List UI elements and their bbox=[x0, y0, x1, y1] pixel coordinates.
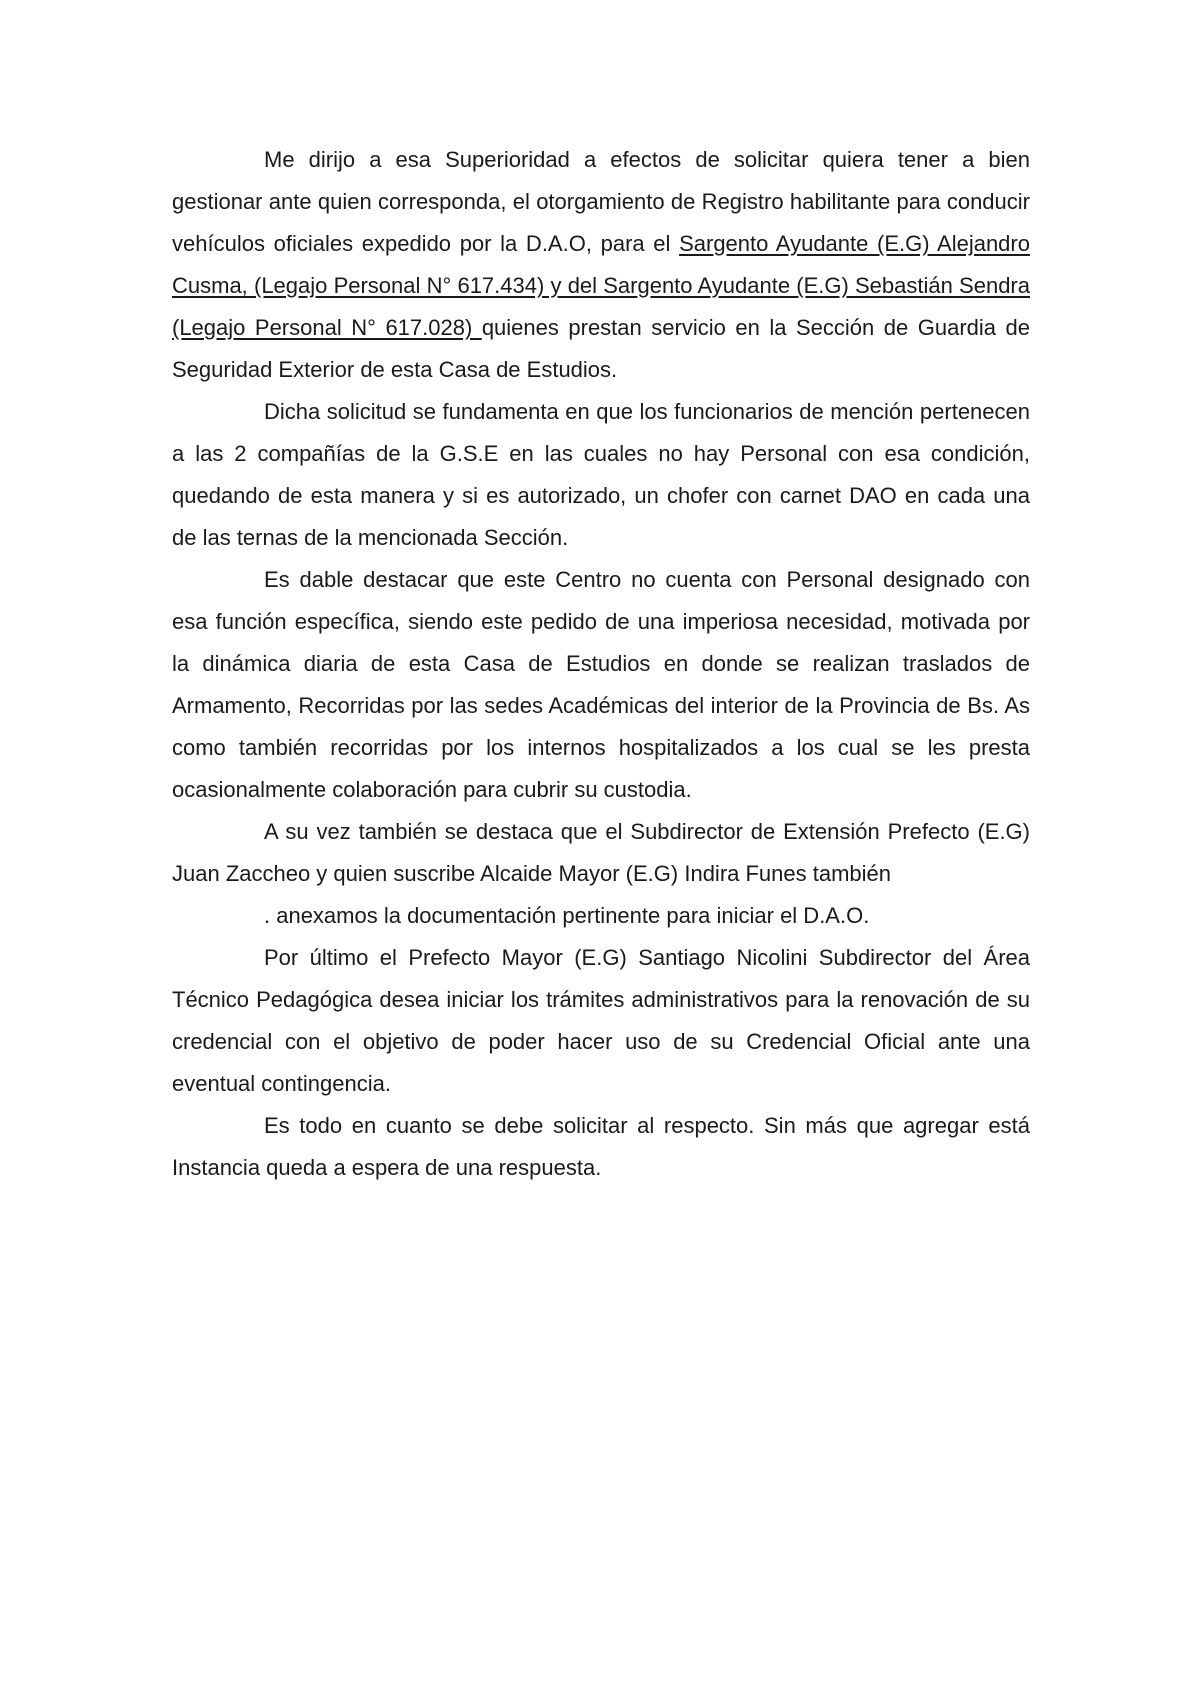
paragraph-justification: Dicha solicitud se fundamenta en que los funcionarios de mención pertenecen a las 2 compañías de la G.S.E en las cuales no hay Personal con esa condición, quedando de esta manera y si es autorizado, un chofer con carnet DAO en cada una de las ternas de la mencionada Sección. bbox=[172, 399, 1030, 550]
letter-body bbox=[172, 139, 1030, 1189]
paragraph-request-rest: quienes prestan servicio en la Sección de Guardia de Seguridad Exterior de esta Casa de Estudios. bbox=[172, 315, 1030, 382]
paragraph-request bbox=[172, 139, 1030, 391]
paragraph-subdirector: A su vez también se destaca que el Subdirector de Extensión Prefecto (E.G) Juan Zaccheo y quien suscribe Alcaide Mayor (E.G) Indira Funes también bbox=[172, 819, 1030, 886]
paragraph-closing: Es todo en cuanto se debe solicitar al respecto. Sin más que agregar está Instancia queda a espera de una respuesta. bbox=[172, 1113, 1030, 1180]
underlined-personnel: Sargento Ayudante (E.G) Alejandro Cusma, (Legajo Personal N° 617.434) y del Sargento Ayudante (E.G) Sebastián Sendra (Legajo Personal N° 617.028) bbox=[172, 231, 1030, 340]
paragraph-necessity: Es dable destacar que este Centro no cuenta con Personal designado con esa función específica, siendo este pedido de una imperiosa necesidad, motivada por la dinámica diaria de esta Casa de Estudios en donde se realizan traslados de Armamento, Recorridas por las sedes Académicas del interior de la Provincia de Bs. As como también recorridas por los internos hospitalizados a los cual se les presta ocasionalmente colaboración para cubrir su custodia. bbox=[172, 567, 1030, 802]
paragraph-annex: . anexamos la documentación pertinente para iniciar el D.A.O. bbox=[264, 903, 870, 928]
paragraph-renewal: Por último el Prefecto Mayor (E.G) Santiago Nicolini Subdirector del Área Técnico Pedagógica desea iniciar los trámites administrativos para la renovación de su credencial con el objetivo de poder hacer uso de su Credencial Oficial ante una eventual contingencia. bbox=[172, 945, 1030, 1096]
paragraph-request-intro: Me dirijo a esa Superioridad a efectos de solicitar quiera tener a bien gestionar ante quien corresponda, el otorgamiento de Registro habilitante para conducir vehículos oficiales expedido por la D.A.O, para el bbox=[172, 147, 1030, 256]
